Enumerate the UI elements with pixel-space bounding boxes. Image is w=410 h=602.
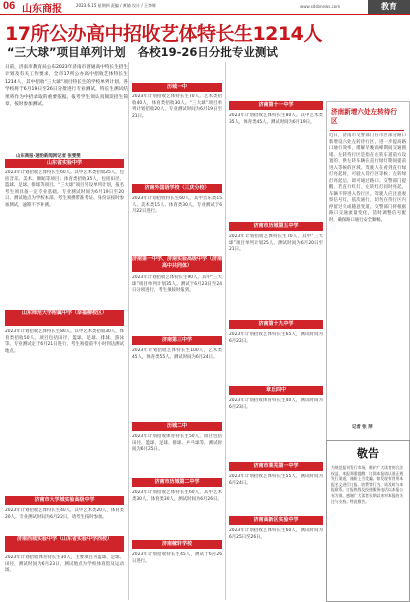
subheadline-a: “三大球”项目单列计划: [7, 45, 126, 59]
sidebar-text: 近日，济南市交警部门在市区部分路口新增设六处左转待行区，进一步提高路口通行效率，缓解早晚高峰期间交通拥堵。左转待行区是指在左转车道前方设置的、供左转车辆在直行绿灯期间提前进入等候的区域。驾驶人在看到直行绿灯亮起时，可驶入待行区等候；左转绿灯亮起后，即可通过路口。交警部门提醒，若直行红灯、左转红灯同时亮起，车辆不得进入待行区。驾驶人应注意观察信号灯，依次通行，切勿在待行区内停留过久或随意变道。交警部门将根据路口交通流量变化，适时调整信号配时，确保路口通行安全顺畅。: [329, 133, 406, 223]
section-bar: 济南第十九中学: [229, 320, 323, 329]
section-bar: 济南市历城第二中学: [132, 478, 222, 487]
section-bar: 历城二中: [132, 422, 222, 431]
article-text: 2023年计划招收艺体特长生80人。其中艺术类招收30人，体育类招收50人，项目包括田径、篮球、足球、排球、游泳等。专业测试定于6月21日进行，考生须提前半小时到达测试地点。: [5, 329, 124, 354]
section-label: 教育: [368, 0, 410, 14]
section-bar: 济南西城实验中学（山东省实验中学西校）: [5, 536, 124, 552]
notice-box: [326, 440, 410, 602]
notice-title: 敬告: [357, 447, 379, 460]
section-bar: 济南市大学城实验高级中学: [5, 496, 124, 505]
section-bar: 历城一中: [132, 83, 222, 92]
issue-meta: 2023.6.15 星期四 责编 / 黄婧 设计 / 王李辉: [76, 3, 156, 8]
article-text: 2023年计划招收特长生60人，其中音乐类15人、美术类15人、体育类30人。专业测试于6月22日进行。: [132, 196, 222, 215]
section-bar: 济南第一中学、济南实验高级中学（济南高中共同体）: [132, 256, 222, 272]
site-url[interactable]: www.sdsbnews.com: [300, 4, 341, 9]
headline: 17所公办高中招收艺体特长生1214人: [5, 23, 322, 45]
section-bar: 济南高新区实验中学: [229, 516, 323, 525]
article-text: 2023年计划招收艺体特长生60人。其中艺术类招收25人，包括音乐、美术、舞蹈等项目；体育类招收35人，包括田径、篮球、足球、排球等项目。“三大球”项目另设单列计划，报名考生须具备一定专业基础。专业测试时间为6月19日至20日，测试地点为学校本部，考生须携带准考证、身份证按时参加测试，逾期不予补测。: [5, 170, 124, 208]
article-text: 2023年计划招收特长生45人，测试于6月26日进行。: [132, 552, 222, 564]
article-text: 2023年计划招收体育特长生40人，测试时间为6月23日。: [229, 398, 323, 410]
section-bar: 济南稼轩学校: [132, 540, 222, 549]
article-text: 2023年计划招收艺体特长生65人，测试时间为6月22日。: [229, 332, 323, 344]
byline: 山东商报·速豹新闻网记者 张雯雯: [16, 154, 81, 159]
section-bar: 济南第十一中学: [229, 101, 323, 110]
sidebar-title: 济南新增六处左转待行区: [331, 108, 397, 125]
article-text: 2023年计划招收艺体特长生70人。艺术类招收40人，体育类招收30人。“三大球”项目单列计划招收20人，专业测试时间为6月19日至21日。: [132, 94, 222, 119]
section-bar: 济南市莱芜第一中学: [229, 462, 323, 471]
article-text: 2023年计划招收艺体特长生40人，其中艺术类20人，体育类20人。专业测试时间为6月22日，请考生按时参加。: [5, 508, 124, 520]
article-text: 2023年计划招收艺体特长生60人，测试时间为6月25日至26日。: [229, 528, 323, 540]
masthead: 山东商报: [22, 4, 62, 15]
article-text: 2023年计划招收艺体特长生80人。其中艺术类35人，体育类45人。测试时间为6月19日。: [229, 113, 323, 125]
subheadline-b: 各校19-26日分批专业测试: [137, 45, 278, 59]
notice-text: 为规范报刊发行市场，维护广大读者的合法权益，本报郑重提醒：订阅本报请认准正规发行渠道，谨防上当受骗。如发现有冒用本报名义进行订报、收费等行为，请及时与本报联系。订报热线及投递服务电话以本报公布为准。感谢广大读者长期以来对本报的关注与支持。特此敬告。: [331, 465, 404, 504]
section-bar: 章丘四中: [229, 386, 323, 395]
article-text: 2023年计划招收艺体特长生100人，艺术类45人，体育类55人。测试时间为6月24日。: [132, 348, 222, 360]
subheadline: [7, 44, 286, 60]
sidebar-byline: 记者 张 萍: [352, 425, 373, 430]
section-bar: 济南外国语学校（三庆分校）: [132, 184, 222, 193]
article-text: 2023年计划招收体育特长生30人，主要项目为篮球、足球、田径，测试时间为6月23日，测试地点为学校体育馆及运动场。: [5, 555, 124, 574]
article-text: 2023年计划招收艺体特长生60人，其中艺术类30人，体育类30人，测试时间为6月26日。: [132, 490, 222, 502]
article-text: 2023年计划招收艺体特长生55人，测试时间为6月24日。: [229, 474, 323, 486]
section-bar: 济南市历城第五中学: [229, 222, 323, 231]
article-text: 2023年计划招收艺体特长生70人，其中“三大球”项目单列计划25人，测试时间为6月20日至21日。: [229, 234, 323, 253]
section-bar: 济南第三中学: [132, 336, 222, 345]
article-text: 2023年计划招收体育特长生50人，项目包括田径、篮球、足球、排球、乒乓球等，测试时间为6月25日。: [132, 434, 222, 453]
section-bar: 山东师范大学附属中学（幸福柳校区）: [5, 310, 124, 326]
column-divider: [225, 62, 226, 600]
page-number: 06: [3, 0, 16, 12]
lede-paragraph: 日前，济南市教育局公布2023年济南市普通高中特长生招生计划及有关工作要求，全市17所公办高中招收艺体特长生1214人，其中招收“三大球”项目特长生的学校单列计划。各学校将于6月19日至26日分批进行专业测试，特长生测试结果将作为中招录取的重要依据。报考学生须认真阅读招生简章，按时参加测试。: [5, 65, 128, 108]
section-bar: 山东省实验中学: [5, 159, 124, 168]
page-header: [0, 0, 410, 15]
article-text: 2023年计划招收艺体特长生90人，其中“三大球”项目单列计划35人。测试于6月23日至24日分项进行，考生须按时报到。: [132, 275, 222, 294]
column-divider: [128, 62, 129, 600]
